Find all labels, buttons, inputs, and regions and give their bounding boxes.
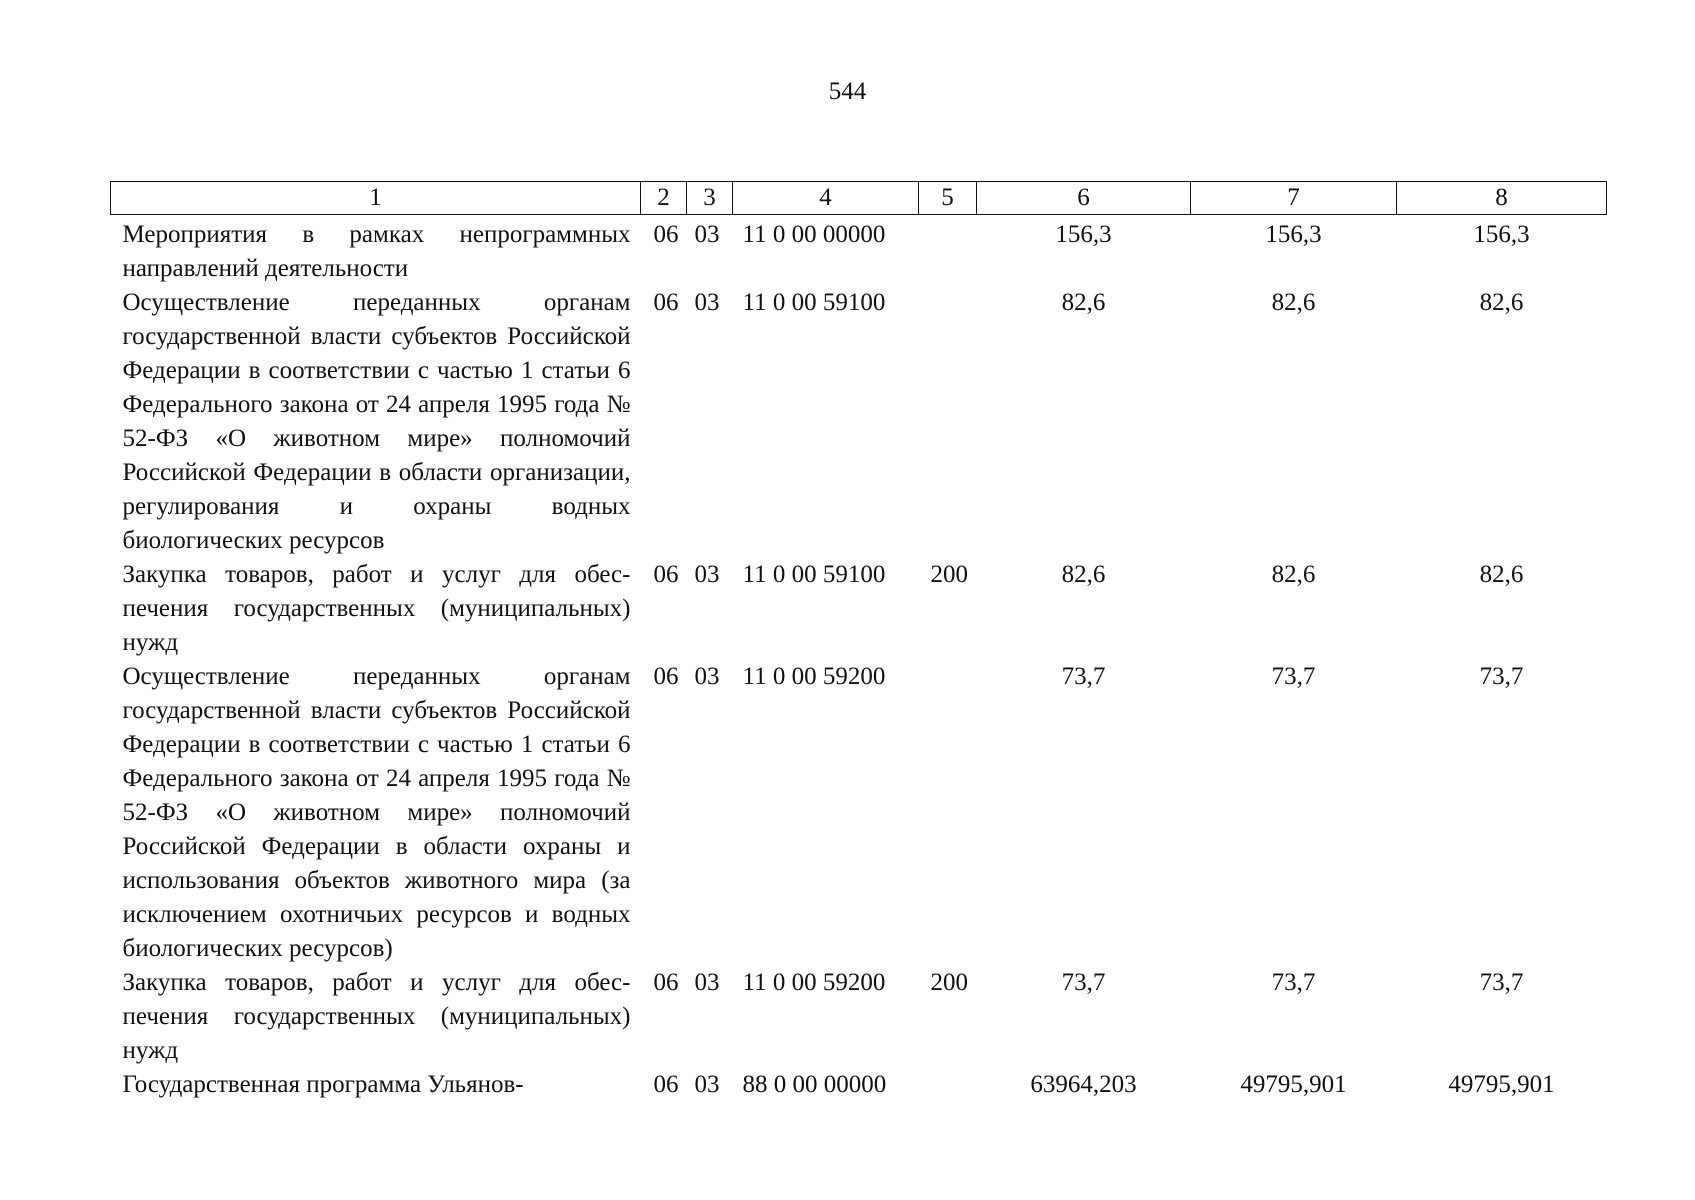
row-value-8: 73,7 — [1479, 663, 1524, 690]
row-description: Мероприятия в рамках непрограммных направлений деятельности — [122, 221, 631, 282]
row-description: Осуществление переданных органам государственной власти субъектов Российской Федерации в соответствии с частью 1 статьи 6 Федерального закона от 24 апреля 1995 года № 52-ФЗ «О животном мире» полномочий Российской Федерации в области организации, регулирования и охраны водных биологических ресурсов — [122, 289, 631, 554]
row-col-3: 03 — [694, 561, 720, 588]
row-value-6: 63964,203 — [1030, 1071, 1137, 1098]
page-number: 544 — [828, 78, 867, 105]
row-col-2: 06 — [653, 1071, 679, 1098]
row-value-7: 82,6 — [1271, 561, 1316, 588]
row-code: 11 0 00 59200 — [742, 663, 886, 690]
row-col-2: 06 — [653, 289, 679, 316]
row-col-5 — [919, 1068, 977, 1102]
row-code: 11 0 00 00000 — [742, 221, 886, 248]
row-value-8: 156,3 — [1473, 221, 1530, 248]
row-value-6: 73,7 — [1061, 663, 1106, 690]
header-col-5: 5 — [919, 182, 977, 215]
row-value-8: 82,6 — [1479, 561, 1524, 588]
row-code: 88 0 00 00000 — [742, 1071, 887, 1098]
row-col-3: 03 — [694, 289, 720, 316]
row-value-8: 49795,901 — [1448, 1071, 1555, 1098]
row-col-2: 06 — [653, 663, 679, 690]
row-value-6: 156,3 — [1055, 221, 1112, 248]
table-row — [111, 215, 1607, 287]
header-col-3: 3 — [687, 182, 733, 215]
row-col-3: 03 — [694, 221, 720, 248]
budget-table — [110, 181, 1607, 1102]
header-row — [111, 182, 1607, 215]
table-row — [111, 966, 1607, 1068]
row-value-8: 73,7 — [1479, 969, 1524, 996]
row-value-6: 82,6 — [1061, 561, 1106, 588]
table-row — [111, 558, 1607, 660]
row-col-5: 200 — [930, 969, 968, 996]
row-col-5 — [919, 215, 977, 287]
row-value-8: 82,6 — [1479, 289, 1524, 316]
row-value-7: 73,7 — [1271, 663, 1316, 690]
row-col-3: 03 — [694, 969, 720, 996]
row-col-2: 06 — [653, 221, 679, 248]
row-code: 11 0 00 59200 — [742, 969, 886, 996]
row-code: 11 0 00 59100 — [742, 561, 886, 588]
row-col-2: 06 — [653, 969, 679, 996]
header-col-4: 4 — [733, 182, 919, 215]
header-col-7: 7 — [1191, 182, 1397, 215]
row-value-6: 73,7 — [1061, 969, 1106, 996]
table-row — [111, 660, 1607, 966]
row-description: Государственная программа Ульянов- — [122, 1071, 524, 1098]
table-row — [111, 286, 1607, 558]
header-col-6: 6 — [977, 182, 1191, 215]
table-row — [111, 1068, 1607, 1102]
row-description: Осуществление переданных органам государственной власти субъектов Российской Федерации в соответствии с частью 1 статьи 6 Федерального закона от 24 апреля 1995 года № 52-ФЗ «О животном мире» полномочий Российской Федерации в области охраны и использования объектов животного мира (за исключением охотничьих ресурсов и водных биологических ресурсов) — [122, 663, 631, 962]
header-col-1: 1 — [111, 182, 641, 215]
row-code: 11 0 00 59100 — [742, 289, 886, 316]
row-value-7: 82,6 — [1271, 289, 1316, 316]
row-description: Закупка товаров, работ и услуг для обеспечения государственных (муниципальных) нужд — [122, 561, 631, 656]
header-col-2: 2 — [641, 182, 687, 215]
row-value-7: 73,7 — [1271, 969, 1316, 996]
row-value-7: 156,3 — [1265, 221, 1322, 248]
row-col-3: 03 — [694, 1071, 720, 1098]
row-col-5 — [919, 286, 977, 558]
row-col-5 — [919, 660, 977, 966]
row-col-5: 200 — [930, 561, 968, 588]
table-header — [111, 182, 1607, 215]
row-value-6: 82,6 — [1061, 289, 1106, 316]
row-value-7: 49795,901 — [1240, 1071, 1347, 1098]
row-description: Закупка товаров, работ и услуг для обеспечения государственных (муниципальных) нужд — [122, 969, 631, 1064]
row-col-3: 03 — [694, 663, 720, 690]
row-col-2: 06 — [653, 561, 679, 588]
header-col-8: 8 — [1397, 182, 1607, 215]
